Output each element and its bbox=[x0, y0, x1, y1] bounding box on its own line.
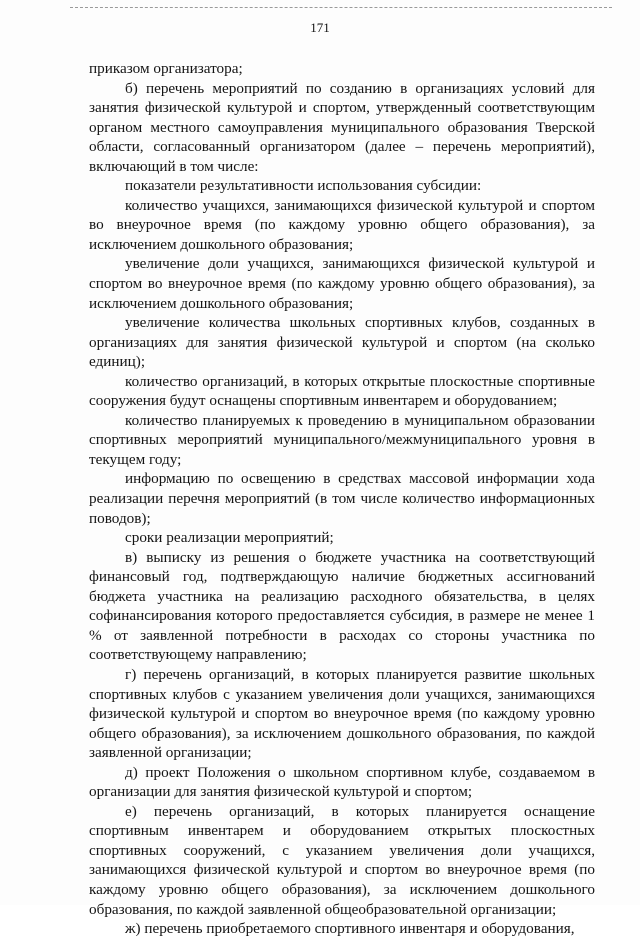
paragraph-indicator-facilities: количество организаций, в которых открытые плоскостные спортивные сооружения будут оснащены спортивным инвентарем и оборудованием; bbox=[89, 372, 595, 410]
paragraph-timeline: сроки реализации мероприятий; bbox=[125, 529, 334, 547]
page-number: 171 bbox=[310, 20, 330, 35]
paragraph-item-zh: ж) перечень приобретаемого спортивного инвентаря и оборудования, bbox=[125, 920, 575, 938]
paragraph-indicator-events: количество планируемых к проведению в муниципальном образовании спортивных мероприятий муниципального/межмуниципального уровня в текущем году; bbox=[89, 411, 595, 468]
paragraph-indicator-students-count: количество учащихся, занимающихся физической культурой и спортом во внеурочное время (по каждому уровню общего образования), за исключением дошкольного образования; bbox=[89, 196, 595, 253]
paragraph-item-d: д) проект Положения о школьном спортивном клубе, создаваемом в организации для занятия физической культурой и спортом; bbox=[89, 763, 595, 801]
top-scan-edge-line bbox=[70, 7, 612, 8]
paragraph-indicator-clubs: увеличение количества школьных спортивных клубов, созданных в организациях для занятия физической культурой и спортом (на сколько единиц); bbox=[89, 314, 595, 371]
paragraph-item-g: г) перечень организаций, в которых планируется развитие школьных спортивных клубов с указанием увеличения доли учащихся, занимающихся физической культурой и спортом во внеурочное время (по каждому уровню общего образования), за исключением дошкольного образования, по каждой заявленной организации; bbox=[89, 665, 595, 762]
paragraph-indicators-heading: показатели результативности использования субсидии: bbox=[125, 177, 482, 195]
paragraph-intro-continuation: приказом организатора; bbox=[89, 60, 243, 77]
paragraph-item-v: в) выписку из решения о бюджете участника на соответствующий финансовый год, подтверждающую наличие бюджетных ассигнований бюджета участника на реализацию расходного обязательства, в целях софинансирования которого предоставляется субсидия, в размере не менее 1 % от заявленной потребности в расходах со стороны участника по соответствующему направлению; bbox=[89, 548, 595, 664]
document-body bbox=[89, 59, 595, 939]
paragraph-indicator-students-share: увеличение доли учащихся, занимающихся физической культурой и спортом во внеурочное время (по каждому уровню общего образования), за исключением дошкольного образования; bbox=[89, 255, 595, 312]
paragraph-item-e: е) перечень организаций, в которых планируется оснащение спортивным инвентарем и оборудованием открытых плоскостных спортивных сооружений, с указанием увеличения доли учащихся, занимающихся физической культурой и спортом во внеурочное время (по каждому уровню общего образования), за исключением дошкольного образования, по каждой заявленной общеобразовательной организации; bbox=[89, 802, 595, 918]
paragraph-item-b: б) перечень мероприятий по созданию в организациях условий для занятия физической культурой и спортом, утвержденный соответствующим органом местного самоуправления муниципального образования Тверской области, согласованный организатором (далее – перечень мероприятий), включающий в том числе: bbox=[89, 79, 595, 175]
paragraph-media-coverage: информацию по освещению в средствах массовой информации хода реализации перечня мероприятий (в том числе количество информационных поводов); bbox=[89, 470, 595, 527]
